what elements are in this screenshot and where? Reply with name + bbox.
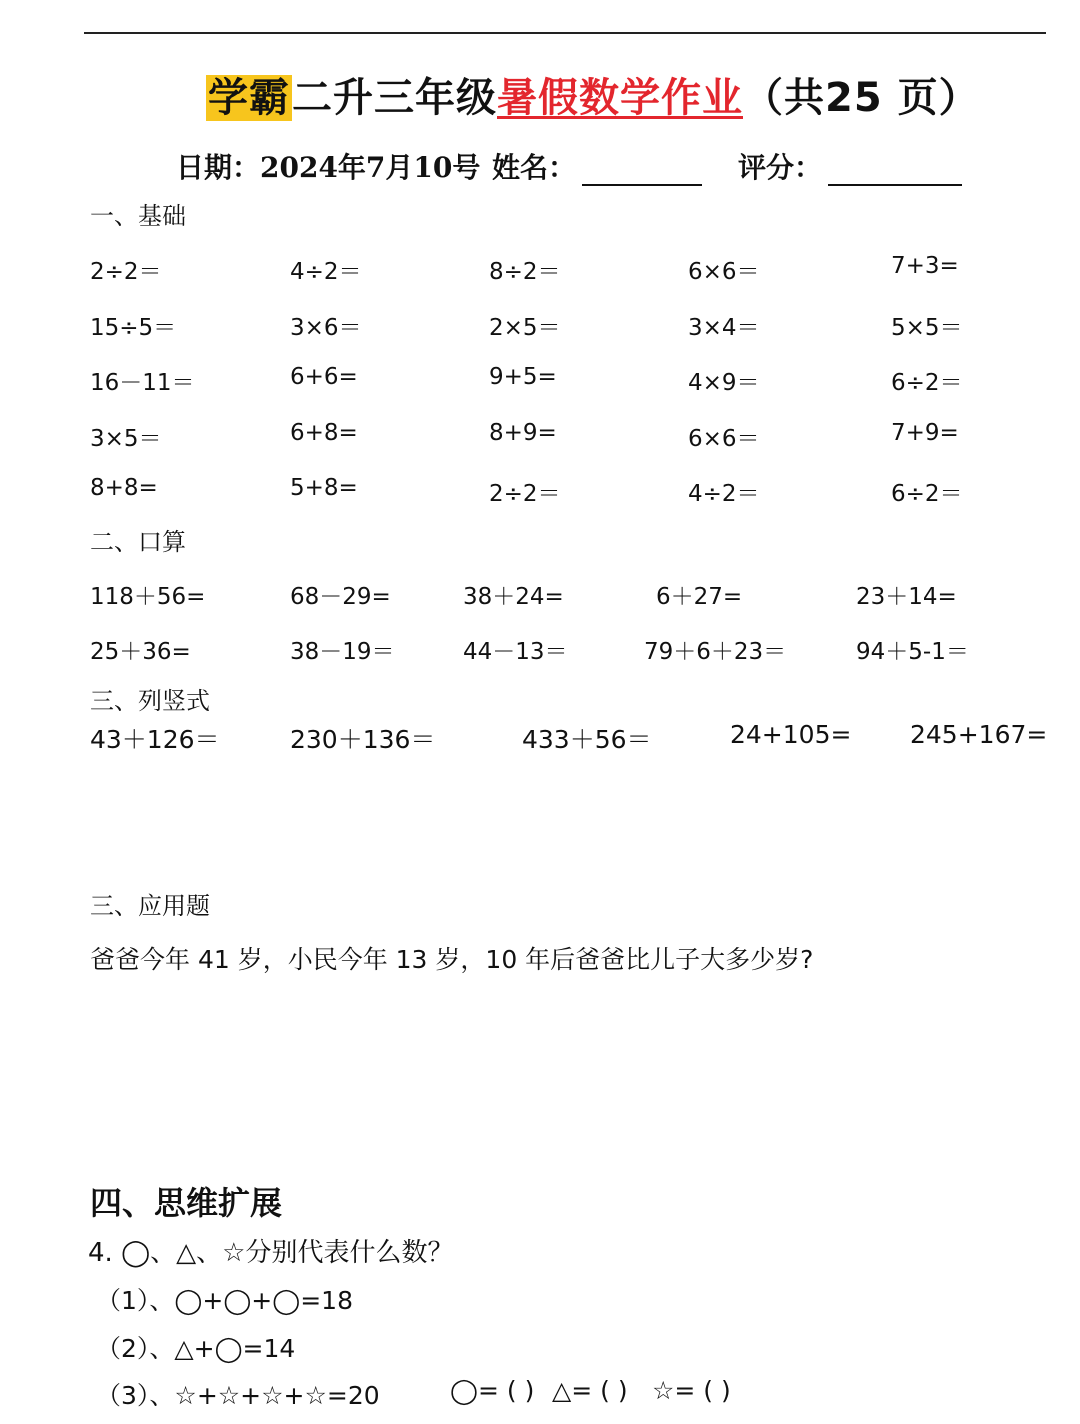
section-basic-title: 一、基础 xyxy=(90,202,186,230)
vertical-problem: 230＋136＝ xyxy=(290,725,436,754)
name-field xyxy=(492,146,702,186)
basic-problem: 5+8= xyxy=(290,475,358,501)
basic-problem: 5×5＝ xyxy=(891,315,963,341)
basic-problem: 7+9= xyxy=(891,420,959,446)
basic-problem: 4÷2＝ xyxy=(688,481,760,507)
oral-problem: 6＋27= xyxy=(656,584,743,610)
basic-problem: 8+8= xyxy=(90,475,158,501)
oral-problem: 79＋6＋23＝ xyxy=(644,639,787,665)
oral-problem: 68－29= xyxy=(290,584,391,610)
page-title xyxy=(206,66,980,123)
equation-1: （1）、◯+◯+◯=18 xyxy=(96,1286,353,1315)
equation-3: （3）、☆+☆+☆+☆=20 xyxy=(96,1381,380,1410)
oral-problem: 94＋5-1＝ xyxy=(856,639,969,665)
basic-problem: 7+3= xyxy=(891,253,959,279)
name-label: 姓名： xyxy=(492,151,577,184)
top-rule xyxy=(84,32,1046,34)
title-homework: 暑假数学作业 xyxy=(497,75,743,121)
basic-problem: 6+8= xyxy=(290,420,358,446)
vertical-problem: 43＋126＝ xyxy=(90,725,220,754)
section-thinking-title: 四、思维扩展 xyxy=(90,1184,283,1222)
vertical-problem: 433＋56＝ xyxy=(522,725,652,754)
score-field xyxy=(738,146,962,186)
basic-problem: 3×6＝ xyxy=(290,315,362,341)
basic-problem: 4×9＝ xyxy=(688,370,760,396)
basic-problem: 4÷2＝ xyxy=(290,259,362,285)
date-label: 日期：2024年7月10号 xyxy=(176,151,481,184)
answer-circle: ◯= ( ) xyxy=(450,1376,535,1405)
basic-problem: 3×4＝ xyxy=(688,315,760,341)
basic-problem: 3×5＝ xyxy=(90,426,162,452)
answer-star: ☆= ( ) xyxy=(652,1376,731,1405)
oral-problem: 38＋24= xyxy=(463,584,564,610)
oral-problem: 118＋56= xyxy=(90,584,206,610)
basic-problem: 6×6＝ xyxy=(688,426,760,452)
basic-problem: 8+9= xyxy=(489,420,557,446)
section-applied-title: 三、应用题 xyxy=(90,892,210,920)
title-grade: 二升三年级 xyxy=(292,75,497,121)
title-pages: （共25 页） xyxy=(743,75,980,121)
basic-problem: 6÷2＝ xyxy=(891,370,963,396)
oral-problem: 44－13＝ xyxy=(463,639,568,665)
thinking-question: 4. ◯、△、☆分别代表什么数？ xyxy=(88,1238,454,1268)
basic-problem: 2÷2＝ xyxy=(489,481,561,507)
answer-triangle: △= ( ) xyxy=(552,1376,628,1405)
basic-problem: 6×6＝ xyxy=(688,259,760,285)
name-blank[interactable] xyxy=(582,156,702,186)
basic-problem: 6÷2＝ xyxy=(891,481,963,507)
equation-2: （2）、△+◯=14 xyxy=(96,1334,296,1363)
vertical-problem: 24+105= xyxy=(730,720,852,749)
basic-problem: 2÷2＝ xyxy=(90,259,162,285)
basic-problem: 15÷5＝ xyxy=(90,315,177,341)
section-vertical-title: 三、列竖式 xyxy=(90,687,210,715)
oral-problem: 23＋14= xyxy=(856,584,957,610)
score-blank[interactable] xyxy=(828,156,962,186)
basic-problem: 16－11＝ xyxy=(90,370,195,396)
oral-problem: 38－19＝ xyxy=(290,639,395,665)
oral-problem: 25＋36= xyxy=(90,639,191,665)
basic-problem: 8÷2＝ xyxy=(489,259,561,285)
vertical-problem: 245+167= xyxy=(910,720,1048,749)
section-oral-title: 二、口算 xyxy=(90,528,186,556)
score-label: 评分： xyxy=(738,151,823,184)
basic-problem: 6+6= xyxy=(290,364,358,390)
basic-problem: 2×5＝ xyxy=(489,315,561,341)
basic-problem: 9+5= xyxy=(489,364,557,390)
applied-question: 爸爸今年 41 岁，小民今年 13 岁，10 年后爸爸比儿子大多少岁? xyxy=(90,945,814,974)
title-highlight: 学霸 xyxy=(208,75,290,121)
